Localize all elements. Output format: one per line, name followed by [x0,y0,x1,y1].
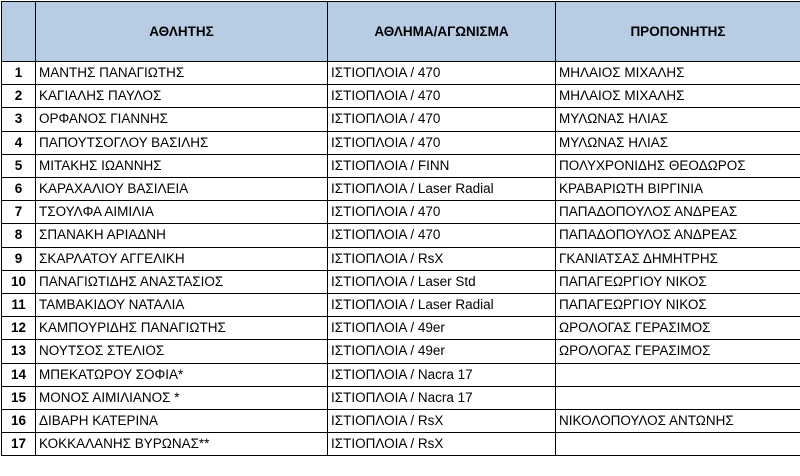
sport-cell: ΙΣΤΙΟΠΛΟΙΑ / RsX [328,247,556,270]
table-row [2,433,800,456]
athlete-cell: ΣΠΑΝΑΚΗ ΑΡΙΑΔΝΗ [36,224,328,247]
table-row [2,317,800,340]
coach-cell: ΜΥΛΩΝΑΣ ΗΛΙΑΣ [556,108,800,131]
sport-cell: ΙΣΤΙΟΠΛΟΙΑ / Laser Std [328,270,556,293]
row-number: 3 [2,108,36,131]
row-number: 16 [2,410,36,433]
athlete-cell: ΜΙΤΑΚΗΣ ΙΩΑΝΝΗΣ [36,154,328,177]
row-number: 5 [2,154,36,177]
coach-cell: ΩΡΟΛΟΓΑΣ ΓΕΡΑΣΙΜΟΣ [556,340,800,363]
row-number: 12 [2,317,36,340]
corner-cell [2,2,36,62]
sport-cell: ΙΣΤΙΟΠΛΟΙΑ / 470 [328,62,556,85]
coach-cell [556,433,800,456]
row-number: 6 [2,178,36,201]
coach-cell [556,363,800,386]
header-sport: ΑΘΛΗΜΑ/ΑΓΩΝΙΣΜΑ [328,2,556,62]
sport-cell: ΙΣΤΙΟΠΛΟΙΑ / 49er [328,317,556,340]
row-number: 10 [2,270,36,293]
header-athlete: ΑΘΛΗΤΗΣ [36,2,328,62]
table-row [2,131,800,154]
athlete-cell: ΜΠΕΚΑΤΩΡΟΥ ΣΟΦΙΑ* [36,363,328,386]
sport-cell: ΙΣΤΙΟΠΛΟΙΑ / 470 [328,85,556,108]
athlete-cell: ΔΙΒΑΡΗ ΚΑΤΕΡΙΝΑ [36,410,328,433]
row-number: 17 [2,433,36,456]
sport-cell: ΙΣΤΙΟΠΛΟΙΑ / 470 [328,201,556,224]
coach-cell: ΚΡΑΒΑΡΙΩΤΗ ΒΙΡΓΙΝΙΑ [556,178,800,201]
athlete-cell: ΜΑΝΤΗΣ ΠΑΝΑΓΙΩΤΗΣ [36,62,328,85]
table-row [2,410,800,433]
coach-cell: ΝΙΚΟΛΟΠΟΥΛΟΣ ΑΝΤΩΝΗΣ [556,410,800,433]
row-number: 2 [2,85,36,108]
header-row [2,2,800,62]
athlete-cell: ΝΟΥΤΣΟΣ ΣΤΕΛΙΟΣ [36,340,328,363]
coach-cell: ΠΑΠΑΔΟΠΟΥΛΟΣ ΑΝΔΡΕΑΣ [556,224,800,247]
table-row [2,386,800,409]
sport-cell: ΙΣΤΙΟΠΛΟΙΑ / FINN [328,154,556,177]
table-row [2,201,800,224]
sport-cell: ΙΣΤΙΟΠΛΟΙΑ / 470 [328,224,556,247]
coach-cell [556,386,800,409]
athlete-cell: ΣΚΑΡΛΑΤΟΥ ΑΓΓΕΛΙΚΗ [36,247,328,270]
table-row [2,85,800,108]
row-number: 1 [2,62,36,85]
row-number: 7 [2,201,36,224]
table-row [2,340,800,363]
athlete-cell: ΚΑΜΠΟΥΡΙΔΗΣ ΠΑΝΑΓΙΩΤΗΣ [36,317,328,340]
coach-cell: ΠΑΠΑΓΕΩΡΓΙΟΥ ΝΙΚΟΣ [556,294,800,317]
table-body [2,62,800,456]
sport-cell: ΙΣΤΙΟΠΛΟΙΑ / 470 [328,131,556,154]
athlete-cell: ΤΑΜΒΑΚΙΔΟΥ ΝΑΤΑΛΙΑ [36,294,328,317]
row-number: 15 [2,386,36,409]
sport-cell: ΙΣΤΙΟΠΛΟΙΑ / RsX [328,410,556,433]
sport-cell: ΙΣΤΙΟΠΛΟΙΑ / Laser Radial [328,294,556,317]
table-row [2,363,800,386]
sport-cell: ΙΣΤΙΟΠΛΟΙΑ / 470 [328,108,556,131]
sport-cell: ΙΣΤΙΟΠΛΟΙΑ / RsX [328,433,556,456]
athlete-cell: ΟΡΦΑΝΟΣ ΓΙΑΝΝΗΣ [36,108,328,131]
table-row [2,224,800,247]
row-number: 13 [2,340,36,363]
athlete-cell: ΚΑΡΑΧΑΛΙΟΥ ΒΑΣΙΛΕΙΑ [36,178,328,201]
table-row [2,108,800,131]
athlete-cell: ΜΟΝΟΣ ΑΙΜΙΛΙΑΝΟΣ * [36,386,328,409]
sport-cell: ΙΣΤΙΟΠΛΟΙΑ / Nacra 17 [328,363,556,386]
coach-cell: ΠΑΠΑΔΟΠΟΥΛΟΣ ΑΝΔΡΕΑΣ [556,201,800,224]
coach-cell: ΠΟΛΥΧΡΟΝΙΔΗΣ ΘΕΟΔΩΡΟΣ [556,154,800,177]
coach-cell: ΜΗΛΑΙΟΣ ΜΙΧΑΛΗΣ [556,85,800,108]
coach-cell: ΓΚΑΝΙΑΤΣΑΣ ΔΗΜΗΤΡΗΣ [556,247,800,270]
table-row [2,178,800,201]
athlete-cell: ΠΑΝΑΓΙΩΤΙΔΗΣ ΑΝΑΣΤΑΣΙΟΣ [36,270,328,293]
row-number: 11 [2,294,36,317]
row-number: 14 [2,363,36,386]
row-number: 4 [2,131,36,154]
athlete-cell: ΠΑΠΟΥΤΣΟΓΛΟΥ ΒΑΣΙΛΗΣ [36,131,328,154]
coach-cell: ΜΗΛΑΙΟΣ ΜΙΧΑΛΗΣ [556,62,800,85]
table-row [2,62,800,85]
table-row [2,247,800,270]
row-number: 8 [2,224,36,247]
athlete-cell: ΤΣΟΥΛΦΑ ΑΙΜΙΛΙΑ [36,201,328,224]
table-row [2,154,800,177]
athlete-cell: ΚΑΓΙΑΛΗΣ ΠΑΥΛΟΣ [36,85,328,108]
athlete-cell: ΚΟΚΚΑΛΑΝΗΣ ΒΥΡΩΝΑΣ** [36,433,328,456]
sport-cell: ΙΣΤΙΟΠΛΟΙΑ / 49er [328,340,556,363]
athletes-table [1,1,800,456]
table-row [2,270,800,293]
table-row [2,294,800,317]
sport-cell: ΙΣΤΙΟΠΛΟΙΑ / Nacra 17 [328,386,556,409]
sport-cell: ΙΣΤΙΟΠΛΟΙΑ / Laser Radial [328,178,556,201]
row-number: 9 [2,247,36,270]
header-coach: ΠΡΟΠΟΝΗΤΗΣ [556,2,800,62]
coach-cell: ΠΑΠΑΓΕΩΡΓΙΟΥ ΝΙΚΟΣ [556,270,800,293]
coach-cell: ΩΡΟΛΟΓΑΣ ΓΕΡΑΣΙΜΟΣ [556,317,800,340]
coach-cell: ΜΥΛΩΝΑΣ ΗΛΙΑΣ [556,131,800,154]
